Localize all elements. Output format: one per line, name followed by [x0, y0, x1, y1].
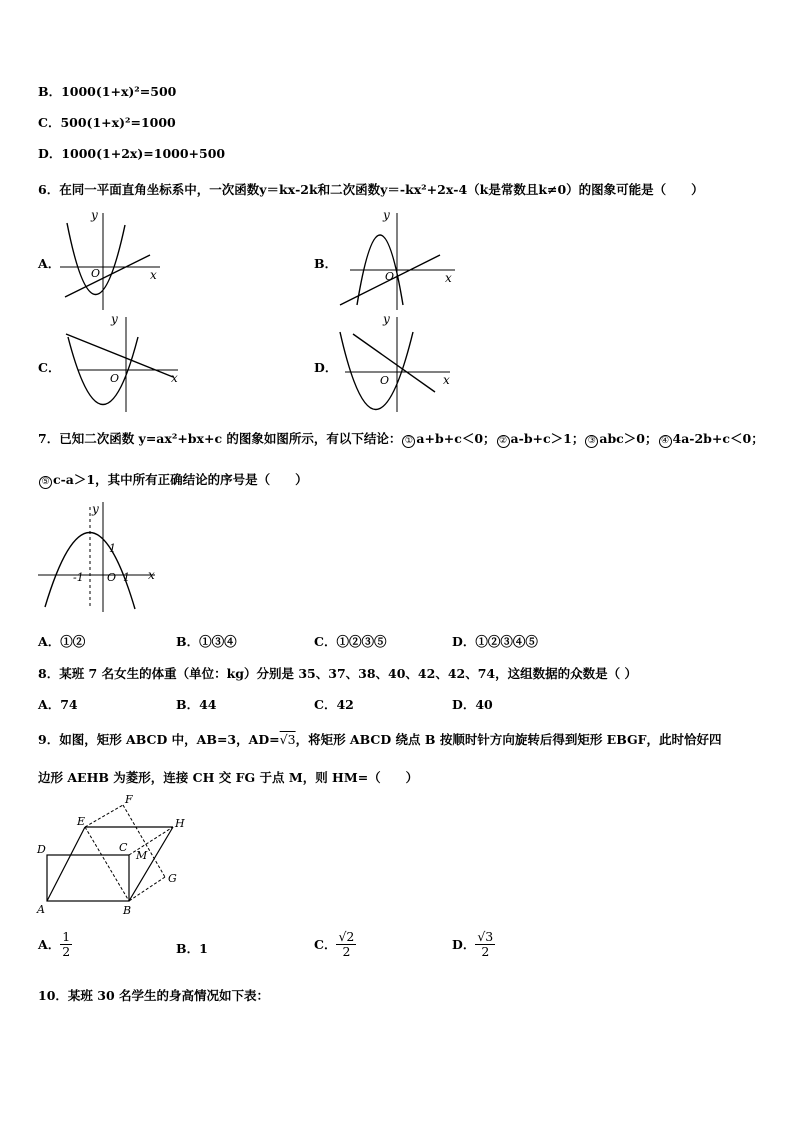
q9-label-a: A: [37, 903, 45, 916]
q9-option-a-fraction: [60, 930, 72, 960]
q5-option-b: B．1000(1+x)²=500: [38, 84, 177, 99]
q6-d-y: y: [383, 312, 390, 326]
q9-option-b: B．1: [176, 941, 208, 956]
q9-option-d: [452, 930, 495, 960]
q9-c-denominator: 2: [342, 944, 351, 960]
q9-stem-line2: 边形 AEHB 为菱形，连接 CH 交 FG 于点 M，则 HM=（ ）: [38, 770, 419, 785]
q7-stem-line2: [38, 474, 308, 489]
q9-d-denominator: 2: [481, 944, 490, 960]
q7-option-c: C．①②③⑤: [314, 634, 387, 649]
q6-option-a-label: A．: [38, 256, 61, 271]
q10-stem: 10．某班 30 名学生的身高情况如下表：: [38, 988, 269, 1003]
q6-a-x: x: [150, 268, 157, 282]
q9-option-c-label: C．: [314, 936, 337, 952]
q9-label-e: E: [77, 815, 86, 828]
q6-graph-b: [335, 205, 460, 315]
q9-label-h: H: [175, 817, 185, 830]
q7-statement-4: 4a‑2b+c＜0；: [672, 431, 764, 446]
q7-neg-one: -1: [73, 571, 84, 584]
q7-stem-line1: [38, 433, 764, 448]
q8-option-d: D．40: [452, 697, 493, 712]
q7-origin: O: [107, 571, 117, 584]
q9-label-g: G: [168, 872, 177, 885]
q8-stem: 8．某班 7 名女生的体重（单位：kg）分别是 35、37、38、40、42、42、74，这组数据的众数是（ ）: [38, 666, 637, 681]
q9-figure: [35, 793, 195, 918]
q9-label-d: D: [37, 843, 46, 856]
q6-option-b-label: B．: [314, 256, 338, 271]
q9-stem-part1: 9．如图，矩形 ABCD 中，AB=3，AD=: [38, 732, 280, 747]
q9-a-denominator: 2: [62, 944, 71, 960]
q7-marker-4: ④: [659, 435, 672, 448]
q6-graph-a: [55, 205, 175, 315]
q7-stem-text: 7．已知二次函数 y=ax²+bx+c 的图象如图所示，有以下结论：: [38, 431, 402, 446]
q7-marker-3: ③: [585, 435, 598, 448]
q7-x-label: x: [148, 568, 155, 582]
q9-option-c: [314, 930, 356, 960]
q6-option-d-label: D．: [314, 360, 338, 375]
q9-option-d-label: D．: [452, 936, 476, 952]
q7-statement-5: c‑a＞1，其中所有正确结论的序号是（ ）: [53, 472, 308, 487]
q6-option-c-label: C．: [38, 360, 61, 375]
q9-stem-line1: [38, 734, 722, 747]
q7-marker-2: ②: [497, 435, 510, 448]
q5-option-c: C．500(1+x)²=1000: [38, 115, 176, 130]
q8-option-a: A．74: [38, 697, 78, 712]
q9-sqrt3: √3: [279, 732, 296, 747]
q6-a-o: O: [91, 267, 101, 280]
q7-statement-2: a‑b+c＞1；: [510, 431, 585, 446]
q6-c-o: O: [110, 372, 120, 385]
q9-label-c: C: [119, 841, 128, 854]
q9-option-a: [38, 930, 72, 960]
q6-d-o: O: [380, 374, 390, 387]
q7-one-x: 1: [123, 571, 130, 584]
q7-option-b: B．①③④: [176, 634, 237, 649]
q9-label-b: B: [123, 904, 132, 917]
q6-c-y: y: [111, 312, 118, 326]
q9-option-d-fraction: [475, 930, 495, 960]
q6-stem: 6．在同一平面直角坐标系中，一次函数y＝kx‑2k和二次函数y＝‑kx²+2x‑4（k是常数且k≠0）的图象可能是（ ）: [38, 182, 704, 197]
q6-b-y: y: [383, 208, 390, 222]
q6-d-x: x: [443, 373, 450, 387]
q9-label-m: M: [136, 849, 148, 862]
q6-graph-c: [58, 312, 188, 417]
q7-one-y: 1: [109, 542, 116, 555]
q7-option-a: A．①②: [38, 634, 86, 649]
q7-option-d: D．①②③④⑤: [452, 634, 538, 649]
q9-a-numerator: 1: [62, 929, 71, 944]
q9-option-a-label: A．: [38, 936, 61, 952]
q7-marker-5: ⑤: [39, 476, 52, 489]
q7-marker-1: ①: [402, 435, 415, 448]
q9-d-numerator: √3: [477, 929, 494, 944]
q9-option-c-fraction: [336, 930, 356, 960]
q9-stem-part2: ，将矩形 ABCD 绕点 B 按顺时针方向旋转后得到矩形 EBGF，此时恰好四: [295, 732, 722, 747]
q6-a-y: y: [91, 208, 98, 222]
q7-statement-1: a+b+c＜0；: [416, 431, 496, 446]
q8-option-b: B．44: [176, 697, 217, 712]
q9-c-numerator: √2: [338, 929, 355, 944]
q7-statement-3: abc＞0；: [599, 431, 658, 446]
q7-graph: [35, 497, 165, 617]
q6-c-x: x: [171, 371, 178, 385]
q6-graph-d: [335, 312, 460, 417]
q9-label-f: F: [125, 793, 133, 806]
q5-option-d: D．1000(1+2x)=1000+500: [38, 146, 226, 161]
q7-y-label: y: [92, 502, 99, 516]
q6-b-o: O: [385, 270, 395, 283]
q6-b-x: x: [445, 271, 452, 285]
q8-option-c: C．42: [314, 697, 354, 712]
